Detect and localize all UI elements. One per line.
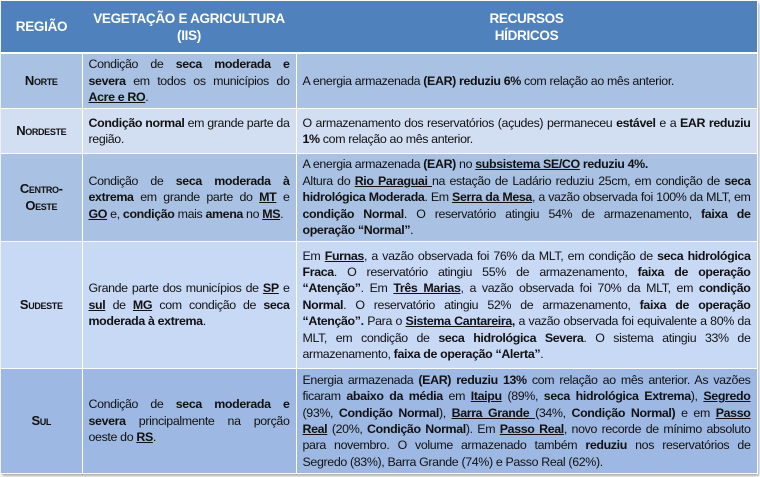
region-cell: Centro- Oeste [1, 154, 82, 242]
text-run: com relação ao mês anterior. [319, 132, 473, 146]
water-resources-cell [296, 53, 757, 109]
text-run: . O reservatório atingiu 54% de armazenamento, [403, 206, 702, 221]
water-resources-cell [296, 369, 757, 474]
text-run: . O sistema atingiu 33% de armazenamento, [302, 330, 751, 362]
emphasis-text: subsistema SE/CO [475, 157, 580, 172]
text-run: Em [302, 248, 325, 263]
text-run: com condição de [152, 297, 264, 312]
emphasis-text: condição Normal [302, 206, 404, 221]
emphasis-text: Condição normal [88, 115, 185, 130]
text-run: no [455, 157, 476, 172]
text-run: A energia armazenada [302, 73, 424, 88]
emphasis-text: Passo Real [499, 422, 564, 436]
text-run: ), [690, 389, 704, 404]
table-row [1, 242, 757, 369]
vegetation-cell [82, 242, 296, 369]
vegetation-cell [82, 154, 296, 242]
text-run: e [276, 190, 290, 205]
text-run: e [278, 281, 290, 296]
text-run: (20%, [327, 422, 368, 436]
text-run: com relação ao mês anterior. [520, 73, 675, 88]
text-run: (89%, [501, 389, 544, 404]
emphasis-text: reduziu [585, 438, 627, 453]
text-run: e a [655, 115, 680, 130]
emphasis-text: faixa de operação “Atenção”. [302, 297, 751, 329]
text-run: nos reservatórios de Segredo (83%), Barra Grande (74%) e Passo Real (62%). [302, 438, 751, 469]
emphasis-text: MG [132, 297, 153, 312]
text-run: . O reservatório atingiu 55% de armazenamento, [333, 264, 638, 279]
emphasis-text: MT [259, 190, 277, 205]
emphasis-text: faixa de operação “Normal” [302, 206, 751, 238]
emphasis-text: Sistema Cantareira, [405, 314, 515, 329]
emphasis-text: Condição Normal [367, 422, 466, 436]
text-run: Altura do [302, 173, 355, 188]
emphasis-text: Itaipu [470, 389, 502, 404]
text-run: (34%, [535, 405, 572, 420]
region-cell: Nordeste [1, 109, 82, 154]
text-run: Para o [363, 314, 406, 329]
text-run: em todos os municípios do [125, 73, 290, 88]
emphasis-text: SP [262, 281, 279, 296]
table-row [1, 53, 757, 109]
vegetation-cell [82, 369, 296, 474]
water-resources-cell [296, 242, 757, 369]
text-run: , a vazão observada foi 70% da MLT, em [460, 281, 699, 296]
text-run: . [280, 206, 284, 221]
header-row [1, 1, 757, 53]
text-run: em [442, 389, 471, 404]
text-run: com relação ao mês anterior. As vazões ficaram [302, 372, 751, 404]
emphasis-text: seca moderada à extrema [88, 173, 290, 205]
text-run: na estação de Ladário reduziu 25cm, em condição de [431, 173, 725, 188]
text-run: . Em [360, 281, 394, 296]
text-run: Energia armazenada [302, 372, 419, 387]
water-resources-cell [296, 154, 757, 242]
region-cell: Sudeste [1, 242, 82, 369]
table-row [1, 154, 757, 242]
text-run: de [105, 297, 133, 312]
text-run: . [540, 347, 544, 362]
text-run: , novo recorde de mínimo absoluto para novembro. O volume armazenado também [302, 422, 751, 453]
text-run: em grande parte do [133, 190, 260, 205]
text-run: principalmente na porção oeste do [88, 413, 290, 445]
text-run: e, [107, 206, 123, 221]
emphasis-text: amena [205, 206, 243, 221]
emphasis-text: seca moderada e severa [88, 397, 290, 428]
emphasis-text: (EAR) [423, 157, 456, 172]
emphasis-text: (EAR) reduziu 13% [418, 372, 527, 387]
text-run: ), [438, 405, 452, 420]
emphasis-text: Condição Normal [338, 405, 439, 420]
emphasis-text: Serra da Mesa [452, 190, 532, 205]
text-run: Condição de [88, 397, 176, 412]
emphasis-text: abaixo da média [346, 389, 443, 404]
text-run: mais [174, 206, 206, 221]
emphasis-text: condição [122, 206, 175, 221]
emphasis-text: condição Normal [302, 281, 751, 312]
water-resources-cell [296, 109, 757, 154]
vegetation-cell [82, 109, 296, 154]
text-run: . O reservatório atingiu 52% de armazenamento, [343, 297, 640, 312]
text-run: ). Em [465, 422, 500, 436]
emphasis-text: seca moderada à extrema [88, 297, 290, 329]
text-run: , a vazão observada foi 100% da MLT, em [531, 190, 751, 205]
emphasis-text: faixa de operação “Alerta” [393, 347, 541, 362]
text-run: . [152, 430, 156, 445]
header-vegetation [82, 1, 296, 53]
emphasis-text: Furnas [324, 248, 364, 263]
emphasis-text: seca hidrológica Severa [438, 330, 584, 345]
emphasis-text: Três Marias [393, 281, 461, 296]
header-water [296, 1, 757, 53]
emphasis-text: Acre e RO [88, 90, 146, 105]
emphasis-text: RS [136, 430, 153, 445]
text-run: O armazenamento dos reservatórios (açudes) permaneceu [302, 115, 617, 130]
region-cell: Sul [1, 369, 82, 474]
text-run: (93%, [302, 405, 339, 420]
emphasis-text: Barra Grande [451, 405, 536, 420]
emphasis-text: sul [88, 297, 106, 312]
text-run: . [202, 314, 206, 329]
text-run: Condição de [88, 173, 176, 188]
text-run: . [145, 90, 149, 105]
text-run: a vazão observada foi equivalente a 80% da MLT, em condição de [302, 314, 751, 345]
emphasis-text: Condição Normal) [571, 405, 676, 420]
emphasis-text: Passo Real [302, 405, 751, 436]
emphasis-text: estável [616, 115, 656, 130]
emphasis-text: seca hidrológica Extrema [543, 389, 691, 404]
text-run: . Em [424, 190, 453, 205]
header-water-line1: RECURSOS [489, 10, 564, 26]
table-row [1, 109, 757, 154]
emphasis-text: faixa de operação “Atenção” [302, 264, 751, 296]
emphasis-text: Segredo [703, 389, 751, 404]
header-vegetation-line2: (IIS) [177, 27, 201, 43]
text-run: e em [675, 405, 716, 420]
text-run: . [410, 223, 414, 238]
vegetation-cell [82, 53, 296, 109]
emphasis-text: Rio Paraguai [354, 173, 432, 188]
text-run: Condição de [88, 57, 176, 72]
emphasis-text: EAR reduziu 1% [302, 115, 751, 146]
header-vegetation-line1: VEGETAÇÃO E AGRICULTURA [93, 10, 285, 26]
emphasis-text: seca hidrológica Fraca [302, 248, 751, 279]
drought-summary-table [1, 1, 758, 474]
table-row [1, 369, 757, 474]
text-run: A energia armazenada [302, 157, 424, 172]
emphasis-text: seca hidrológica Moderada [302, 173, 751, 205]
emphasis-text: (EAR) reduziu 6% [423, 73, 521, 88]
text-run: no [242, 206, 263, 221]
emphasis-text: reduziu 4% [579, 157, 645, 172]
text-run: , a vazão observada foi 76% da MLT, em condição de [363, 248, 658, 263]
text-run: em grande parte da região. [88, 115, 290, 146]
emphasis-text: GO [88, 206, 108, 221]
region-cell: Norte [1, 53, 82, 109]
emphasis-text: . [644, 157, 648, 172]
text-run: Grande parte dos municípios de [88, 281, 263, 296]
header-region: REGIÃO [1, 1, 82, 53]
emphasis-text: seca moderada e severa [88, 57, 290, 88]
emphasis-text: MS [262, 206, 281, 221]
header-water-line2: HÍDRICOS [494, 27, 559, 43]
